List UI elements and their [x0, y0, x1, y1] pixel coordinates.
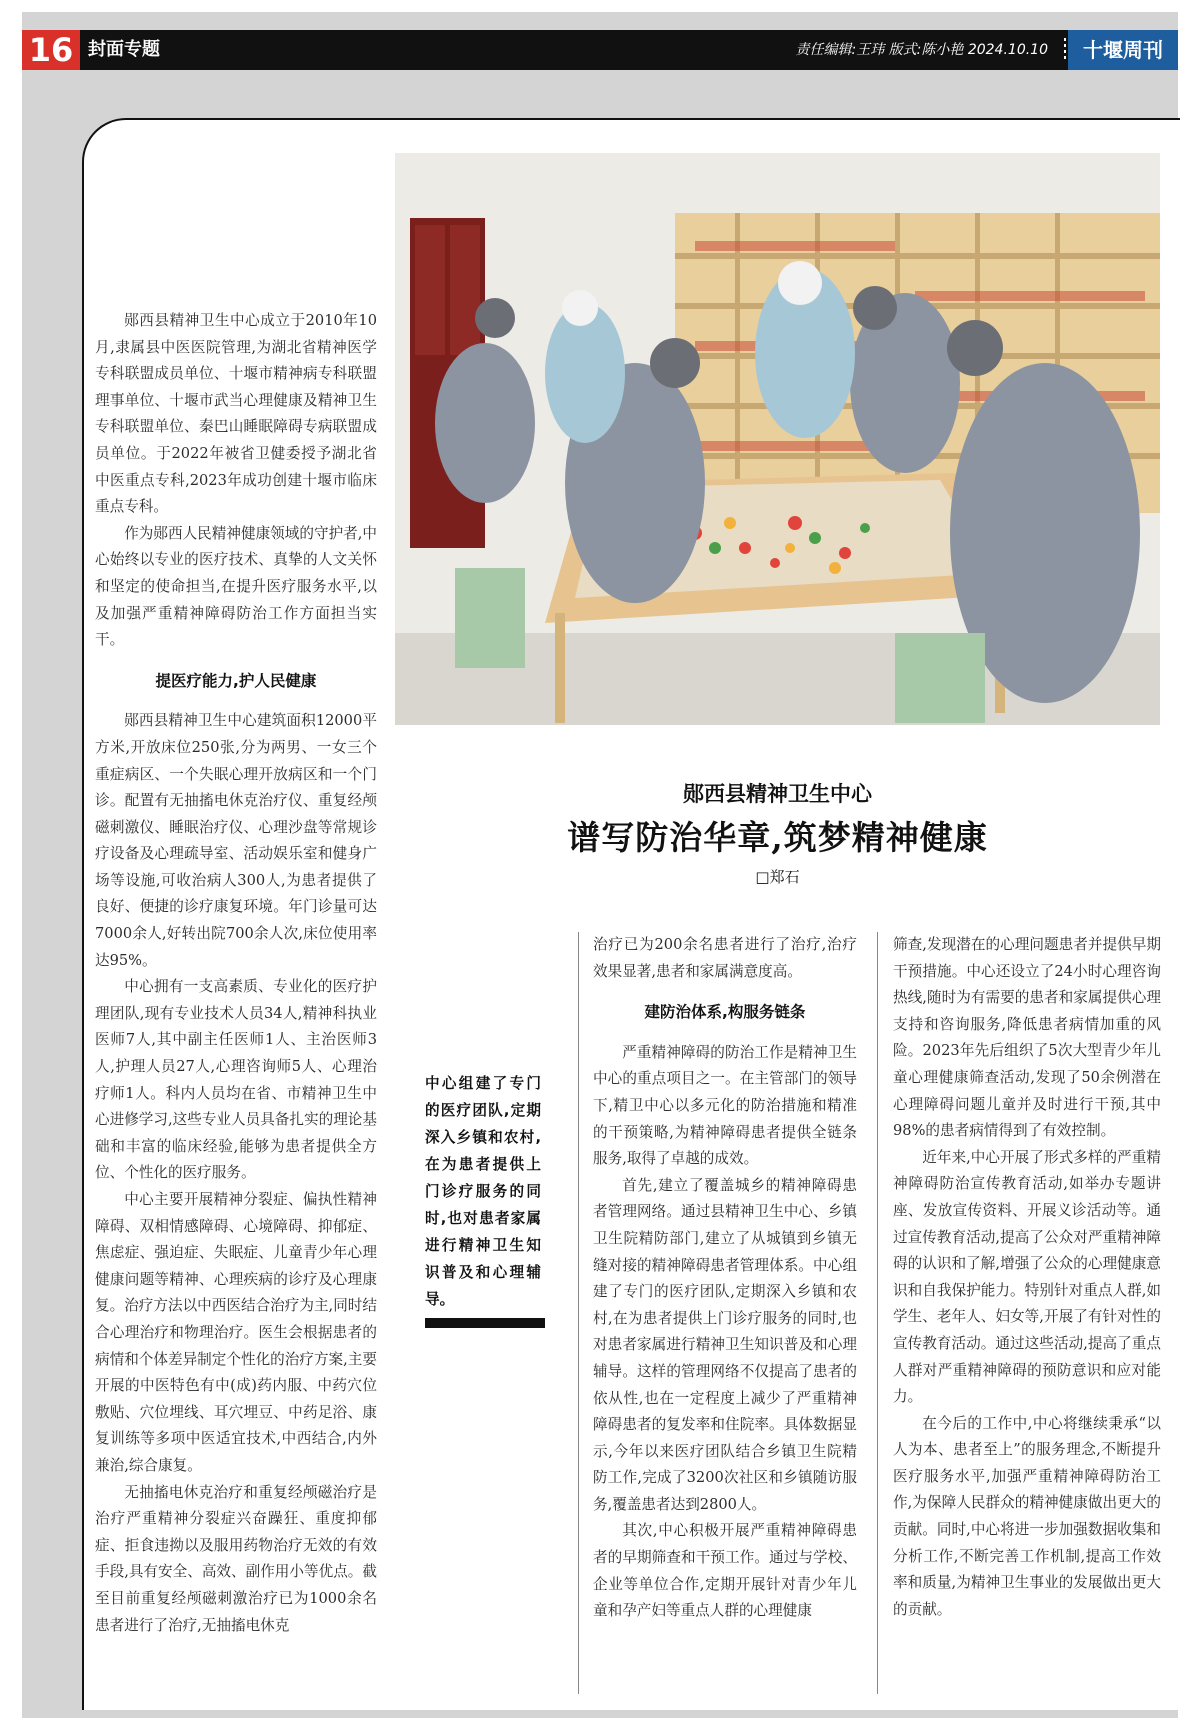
section-heading: 提医疗能力,护人民健康	[155, 671, 317, 690]
paragraph: 治疗已为200余名患者进行了治疗,治疗效果显著,患者和家属满意度高。	[593, 936, 857, 980]
column-divider	[877, 932, 878, 1694]
pull-quote-bar	[425, 1318, 545, 1328]
article-byline: □郑石	[755, 868, 800, 886]
paragraph: 近年来,中心开展了形式多样的严重精神障碍防治宣传教育活动,如举办专题讲座、发放宣传资料、开展义诊活动等。通过宣传教育活动,提高了公众对严重精神障碍的认识和了解,增强了公众的心理健康意识和自我保护能力。特别针对重点人群,如学生、老年人、妇女等,开展了有针对性的宣传教育活动。通过这些活动,提高了重点人群对严重精神障碍的预防意识和应对能力。	[893, 1148, 1161, 1406]
paragraph: 作为郧西人民精神健康领域的守护者,中心始终以专业的医疗技术、真挚的人文关怀和坚定的使命担当,在提升医疗服务水平,以及加强严重精神障碍防治工作方面担当实干。	[95, 524, 377, 649]
paragraph: 中心主要开展精神分裂症、偏执性精神障碍、双相情感障碍、心境障碍、抑郁症、焦虑症、强迫症、失眠症、儿童青少年心理健康问题等精神、心理疾病的诊疗及心理康复。治疗方法以中西医结合治疗为主,同时结合心理治疗和物理治疗。医生会根据患者的病情和个体差异制定个性化的治疗方案,主要开展的中医特色有中(成)药内服、中药穴位敷贴、穴位埋线、耳穴埋豆、中药足浴、康复训练等多项中医适宜技术,中西结合,内外兼治,综合康复。	[95, 1191, 377, 1474]
article-photo	[395, 153, 1160, 725]
paragraph: 其次,中心积极开展严重精神障碍患者的早期筛查和干预工作。通过与学校、企业等单位合作,定期开展针对青少年儿童和孕产妇等重点人群的心理健康	[593, 1522, 857, 1620]
paragraph: 郧西县精神卫生中心成立于2010年10月,隶属县中医医院管理,为湖北省精神医学专科联盟成员单位、十堰市精神病专科联盟理事单位、十堰市武当心理健康及精神卫生专科联盟单位、秦巴山睡眠障碍专病联盟成员单位。于2022年被省卫健委授予湖北省中医重点专科,2023年成功创建十堰市临床重点专科。	[95, 312, 377, 516]
article-column-2	[593, 932, 857, 1625]
section-heading: 建防治体系,构服务链条	[644, 1003, 806, 1022]
article-kicker: 郧西县精神卫生中心	[683, 782, 872, 806]
photo-icon	[395, 153, 1160, 725]
paragraph: 首先,建立了覆盖城乡的精神障碍患者管理网络。通过县精神卫生中心、乡镇卫生院精防部门,建立了从城镇到乡镇无缝对接的精神障碍患者管理体系。中心组建了专门的医疗团队,定期深入乡镇和农村,在为患者提供上门诊疗服务的同时,也对患者家属进行精神卫生知识普及和心理辅导。这样的管理网络不仅提高了患者的依从性,也在一定程度上减少了严重精神障碍患者的复发率和住院率。具体数据显示,今年以来医疗团队结合乡镇卫生院精防工作,完成了3200次社区和乡镇随访服务,覆盖患者达到2800人。	[593, 1176, 857, 1513]
logo-divider	[1064, 38, 1066, 62]
paragraph: 严重精神障碍的防治工作是精神卫生中心的重点项目之一。在主管部门的领导下,精卫中心以多元化的防治措施和精准的干预策略,为精神障碍患者提供全链条服务,取得了卓越的成效。	[593, 1043, 857, 1168]
article-column-3	[893, 932, 1161, 1623]
article-column-1	[95, 308, 377, 1639]
paragraph: 在今后的工作中,中心将继续秉承“以人为本、患者至上”的服务理念,不断提升医疗服务水平,加强严重精神障碍防治工作,为保障人民群众的精神健康做出更大的贡献。同时,中心将进一步加强数据收集和分析工作,不断完善工作机制,提高工作效率和质量,为精神卫生事业的发展做出更大的贡献。	[893, 1414, 1161, 1618]
paragraph: 郧西县精神卫生中心建筑面积12000平方米,开放床位250张,分为两男、一女三个重症病区、一个失眠心理开放病区和一个门诊。配置有无抽搐电休克治疗仪、重复经颅磁刺激仪、睡眠治疗仪、心理沙盘等常规诊疗设备及心理疏导室、活动娱乐室和健身广场等设施,可收治病人300人,为患者提供了良好、便捷的诊疗康复环境。年门诊量可达7000余人,好转出院700余人次,床位使用率达95%。	[95, 712, 377, 969]
paragraph: 无抽搐电休克治疗和重复经颅磁治疗是治疗严重精神分裂症兴奋躁狂、重度抑郁症、拒食违拗以及服用药物治疗无效的有效手段,具有安全、高效、副作用小等优点。截至目前重复经颅磁刺激治疗已为1000余名患者进行了治疗,无抽搐电休克	[95, 1483, 377, 1634]
pull-quote: 中心组建了专门的医疗团队,定期深入乡镇和农村,在为患者提供上门诊疗服务的同时,也对患者家属进行精神卫生知识普及和心理辅导。	[425, 1075, 541, 1308]
page-number: 16	[22, 30, 80, 70]
paragraph: 中心拥有一支高素质、专业化的医疗护理团队,现有专业技术人员34人,精神科执业医师7人,其中副主任医师1人、主治医师3人,护理人员27人,心理咨询师5人、心理治疗师1人。科内人员均在省、市精神卫生中心进修学习,这些专业人员具备扎实的理论基础和丰富的临床经验,能够为患者提供全方位、个性化的医疗服务。	[95, 978, 377, 1182]
editor-credits: 责任编辑:王玮 版式:陈小艳 2024.10.10	[795, 42, 1048, 58]
column-divider	[578, 932, 579, 1694]
paragraph: 筛查,发现潜在的心理问题患者并提供早期干预措施。中心还设立了24小时心理咨询热线,随时为有需要的患者和家属提供心理支持和咨询服务,降低患者病情加重的风险。2023年先后组织了5次大型青少年儿童心理健康筛查活动,发现了50余例潜在心理障碍问题儿童并及时进行干预,其中98%的患者病情得到了有效控制。	[893, 936, 1161, 1140]
publication-logo: 十堰周刊	[1068, 30, 1178, 70]
section-title: 封面专题	[88, 39, 160, 60]
article-headline: 谱写防治华章,筑梦精神健康	[567, 818, 988, 857]
